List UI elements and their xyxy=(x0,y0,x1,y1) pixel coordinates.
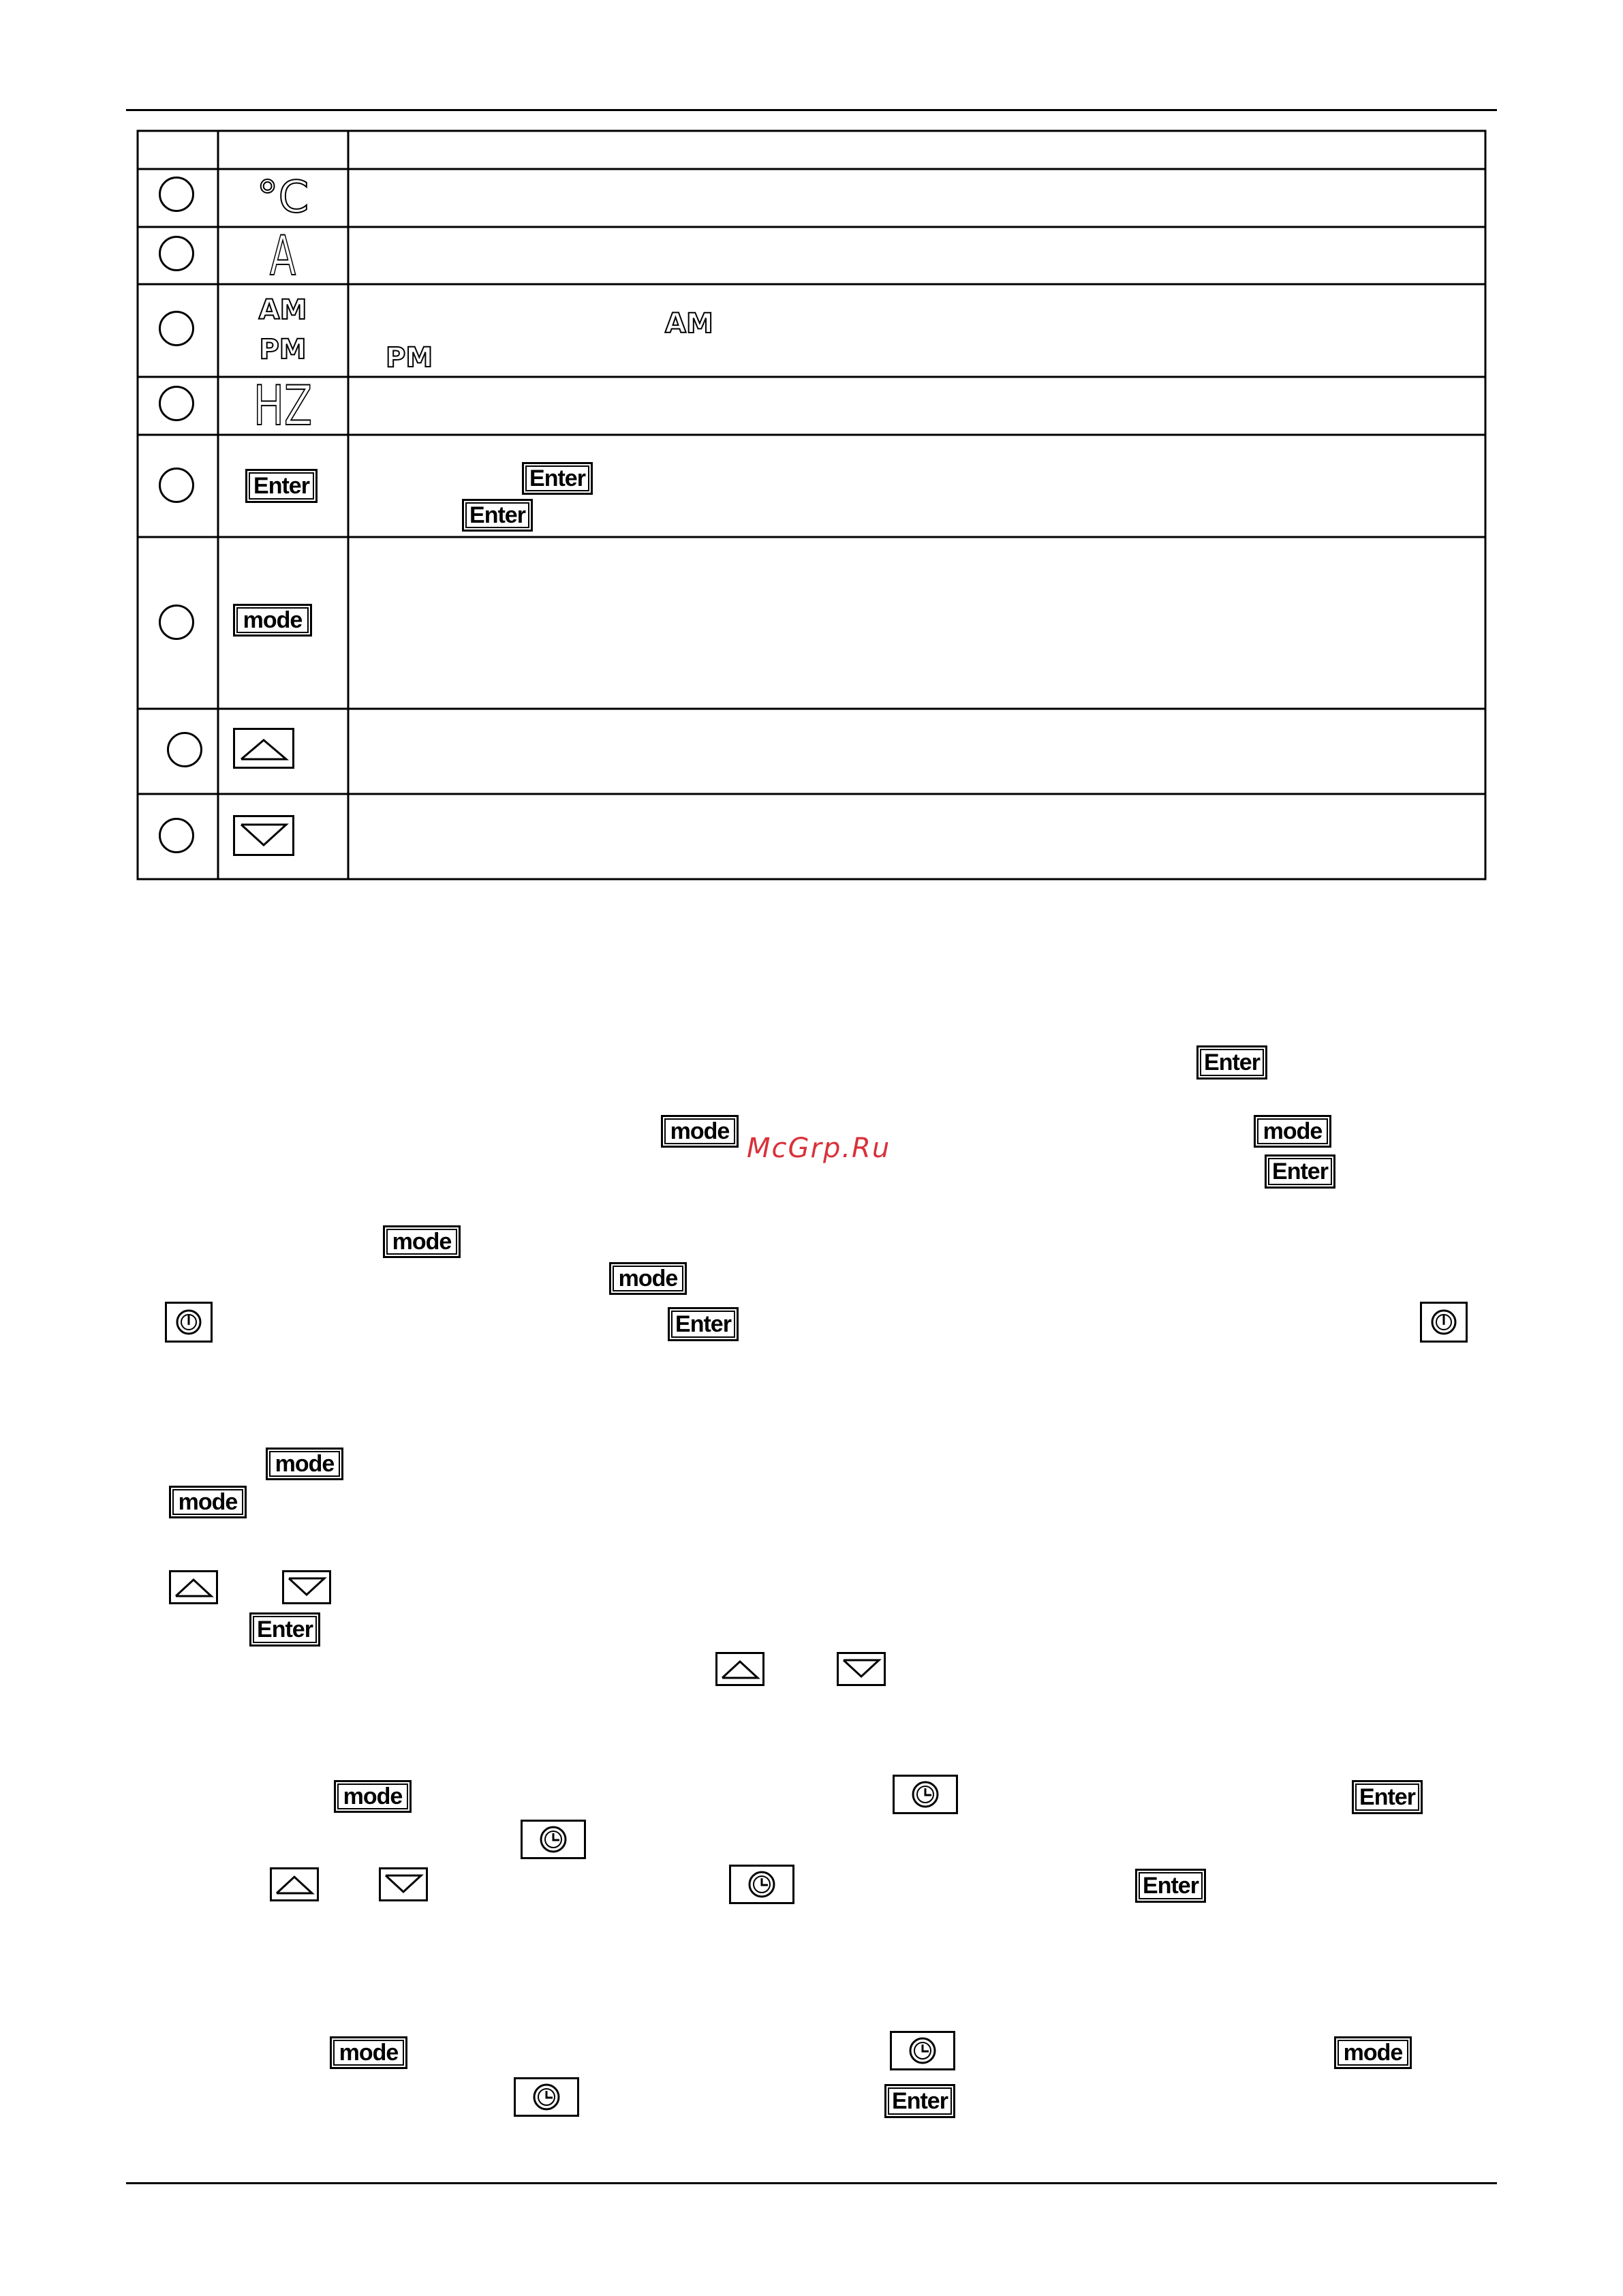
row-marker-6 xyxy=(159,604,194,640)
bottom-rule xyxy=(126,2182,1497,2184)
mode-button-inline: mode xyxy=(330,2036,407,2069)
up-arrow-icon xyxy=(233,728,294,769)
enter-button-inline: Enter xyxy=(249,1612,320,1647)
enter-button-inline: Enter xyxy=(1352,1780,1423,1814)
down-arrow-icon xyxy=(379,1867,428,1901)
enter-button-inline: Enter xyxy=(522,462,593,495)
enter-button-inline: Enter xyxy=(1265,1154,1335,1189)
down-arrow-icon xyxy=(282,1570,331,1604)
row-marker-2 xyxy=(159,236,194,271)
timer-clock-icon xyxy=(729,1865,794,1904)
am-indicator: AM xyxy=(258,294,307,326)
up-arrow-icon xyxy=(270,1867,319,1901)
up-arrow-icon xyxy=(169,1570,218,1604)
timer-clock-icon xyxy=(521,1820,586,1859)
row-marker-3 xyxy=(159,311,194,346)
watermark-text: McGrp.Ru xyxy=(747,1133,891,1164)
timer-clock-icon xyxy=(893,1775,958,1814)
mode-button-inline: mode xyxy=(334,1780,412,1813)
enter-button-inline: Enter xyxy=(668,1307,739,1341)
enter-button-inline: Enter xyxy=(1135,1869,1206,1903)
celsius-icon: °C xyxy=(256,172,309,223)
row-marker-7 xyxy=(167,732,202,767)
mode-button-inline: mode xyxy=(266,1448,343,1480)
am-description-label: AM xyxy=(665,308,713,339)
mode-button-inline: mode xyxy=(383,1225,461,1258)
pm-indicator: PM xyxy=(259,334,307,365)
mode-button-symbol: mode xyxy=(233,604,312,637)
row-marker-4 xyxy=(159,386,194,421)
power-icon xyxy=(165,1302,213,1343)
down-arrow-icon xyxy=(233,815,294,856)
enter-button-inline: Enter xyxy=(884,2084,955,2118)
pm-description-label: PM xyxy=(386,342,433,373)
enter-button-inline: Enter xyxy=(462,499,533,532)
mode-button-inline: mode xyxy=(1254,1115,1331,1148)
mode-button-inline: mode xyxy=(609,1262,687,1295)
mode-button-inline: mode xyxy=(661,1115,739,1148)
row-marker-5 xyxy=(159,468,194,503)
hertz-icon: HZ xyxy=(253,374,313,438)
mode-button-inline: mode xyxy=(1334,2036,1412,2069)
row-marker-1 xyxy=(159,177,194,212)
down-arrow-icon xyxy=(837,1652,886,1686)
row-marker-8 xyxy=(159,818,194,853)
mode-button-inline: mode xyxy=(169,1486,247,1518)
ampere-icon: A xyxy=(269,224,296,288)
power-icon xyxy=(1420,1302,1468,1343)
timer-clock-icon xyxy=(514,2077,579,2117)
enter-button-inline: Enter xyxy=(1196,1045,1267,1080)
timer-clock-icon xyxy=(890,2031,955,2070)
up-arrow-icon xyxy=(715,1652,764,1686)
enter-button-symbol: Enter xyxy=(245,469,318,503)
